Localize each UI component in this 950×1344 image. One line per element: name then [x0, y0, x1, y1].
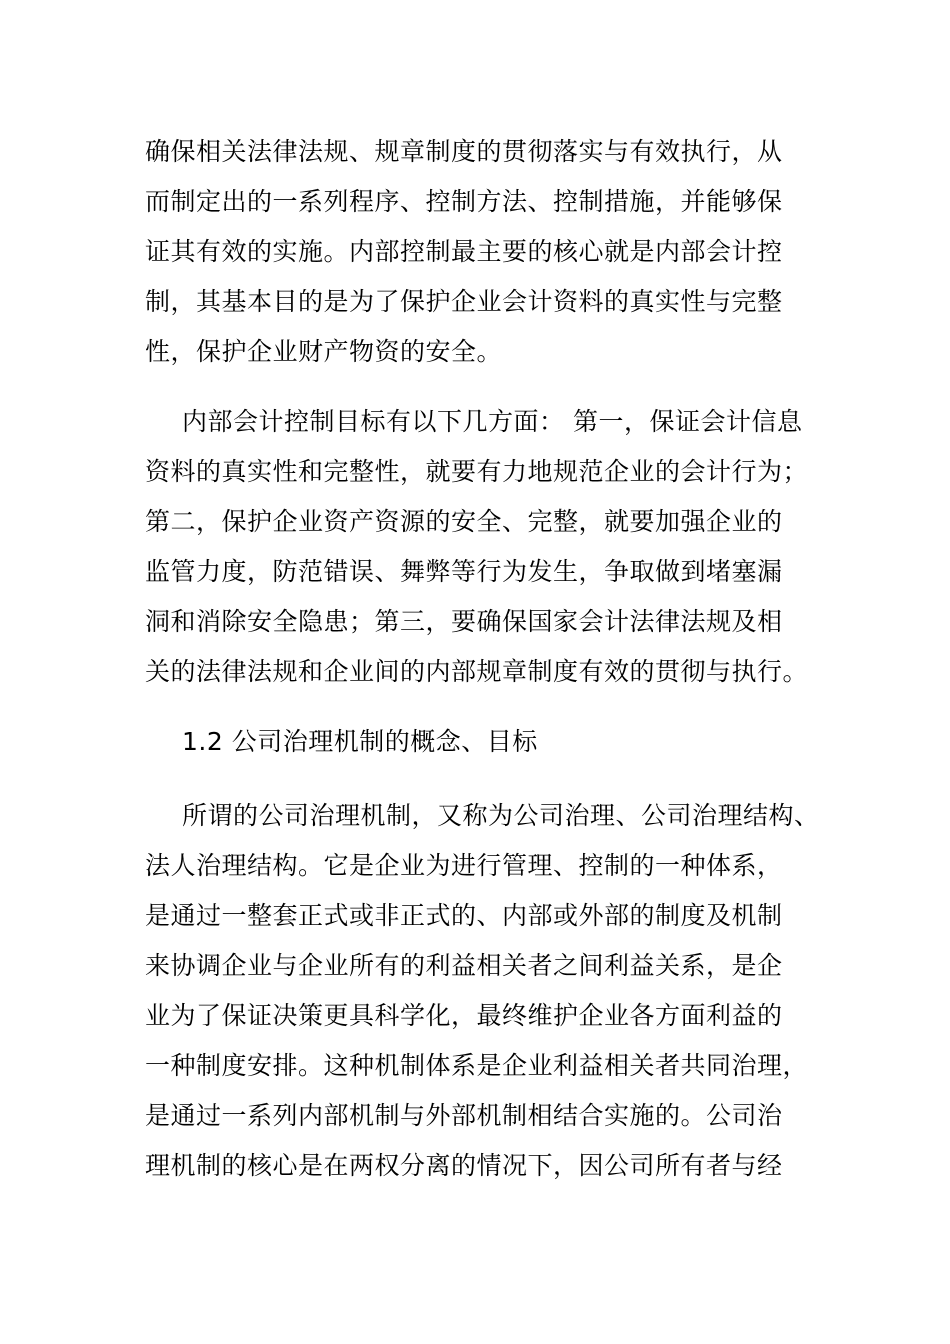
text-line: 是通过一整套正式或非正式的、内部或外部的制度及机制 — [145, 901, 783, 930]
text-line: 制，其基本目的是为了保护企业会计资料的真实性与完整 — [145, 287, 783, 316]
text-line: 法人治理结构。它是企业为进行管理、控制的一种体系， — [145, 851, 783, 880]
text-line: 是通过一系列内部机制与外部机制相结合实施的。公司治 — [145, 1101, 783, 1130]
text-line: 一种制度安排。这种机制体系是企业利益相关者共同治理， — [145, 1051, 809, 1080]
text-line: 业为了保证决策更具科学化，最终维护企业各方面利益的 — [145, 1001, 783, 1030]
text-line: 来协调企业与企业所有的利益相关者之间利益关系，是企 — [145, 951, 783, 980]
text-line: 证其有效的实施。内部控制最主要的核心就是内部会计控 — [145, 237, 783, 266]
text-line: 内部会计控制目标有以下几方面： 第一，保证会计信息 — [182, 407, 803, 436]
text-line: 资料的真实性和完整性，就要有力地规范企业的会计行为； — [145, 457, 809, 486]
text-line: 第二，保护企业资产资源的安全、完整，就要加强企业的 — [145, 507, 783, 536]
text-line: 理机制的核心是在两权分离的情况下，因公司所有者与经 — [145, 1151, 783, 1180]
text-line: 而制定出的一系列程序、控制方法、控制措施，并能够保 — [145, 187, 783, 216]
text-line: 监管力度，防范错误、舞弊等行为发生，争取做到堵塞漏 — [145, 557, 783, 586]
text-line: 确保相关法律法规、规章制度的贯彻落实与有效执行，从 — [145, 137, 783, 166]
text-line: 所谓的公司治理机制，又称为公司治理、公司治理结构、 — [182, 801, 820, 830]
text-line: 性，保护企业财产物资的安全。 — [145, 337, 503, 366]
text-line: 关的法律法规和企业间的内部规章制度有效的贯彻与执行。 — [145, 657, 809, 686]
section-heading: 1.2 公司治理机制的概念、目标 — [182, 727, 538, 756]
text-line: 洞和消除安全隐患；第三，要确保国家会计法律法规及相 — [145, 607, 783, 636]
